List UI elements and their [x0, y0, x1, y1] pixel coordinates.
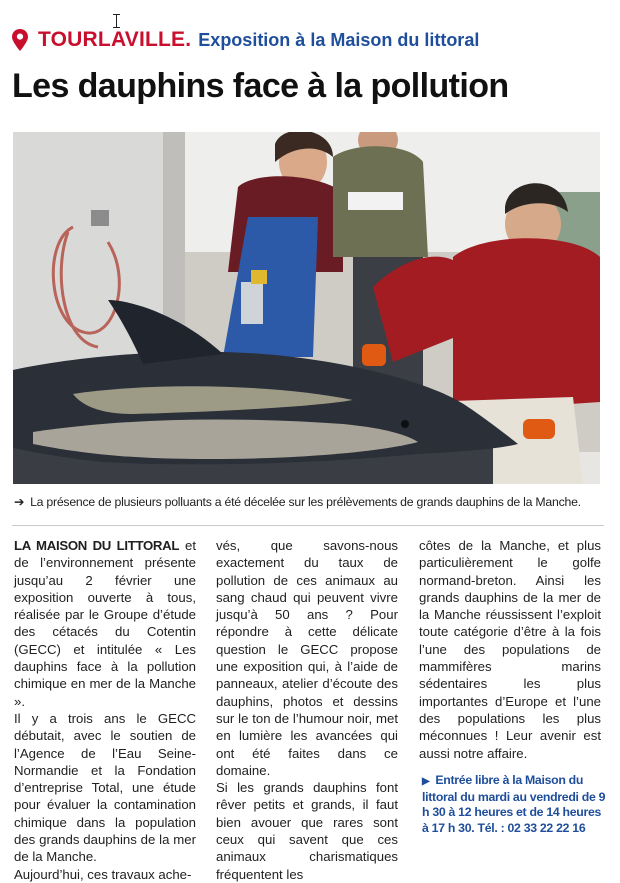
kicker-subtitle: Exposition à la Maison du littoral — [198, 29, 480, 50]
practical-info — [422, 773, 608, 836]
practical-info-text: Entrée libre à la Maison du littoral du mardi au vendredi de 9 h 30 à 12 heures et de 14 heures à 17 h 30. Tél. : 02 33 22 22 16 — [422, 773, 606, 835]
article-column-2 — [216, 537, 398, 883]
paragraph-3-start: Aujourd’hui, ces travaux ache- — [14, 866, 192, 882]
caption-text: La présence de plusieurs polluants a été décelée sur les prélèvements de grands dauphins de la Manche. — [30, 495, 581, 509]
map-pin-icon — [12, 29, 28, 51]
photo-caption — [14, 495, 604, 509]
paragraph-1: et de l’environnement présente jusqu’au 2 février une exposition ouverte à tous, réalisée par le Groupe d’étude des cétacés du Cotentin (GECC) et intitulée « Les dauphins face à la pollution chimique en mer de la Manche ». — [14, 538, 197, 709]
paragraph-4-start: Si les grands dauphins font rêver petits et grands, il faut bien avouer que rares sont ceux qui savent que ces animaux charismatiques fréquentent les — [216, 780, 398, 882]
headline: Les dauphins face à la pollution — [12, 67, 509, 105]
paragraph-4-cont: côtes de la Manche, et plus particulièrement le golfe normand-breton. Ainsi les grands dauphins de la mer de la Manche réussissent l’exploit toute catégorie d’être à la fois l’une des populations de mammifères marins sédentaires les plus importantes d’Europe et l’une des populations les plus méconnues ! Leur avenir est aussi notre affaire. — [419, 538, 601, 761]
paragraph-3-cont: vés, que savons-nous exactement du taux de pollution de ces animaux au sang chaud qui peuvent vivre jusqu’à 50 ans ? Pour répondre à cette délicate question le GECC propose une exposition qui, à l’aide de panneaux, atelier d’écoute des dauphins, photos et dessins sur le ton de l’humour noir, met en lumière les avancées qui ont été faites dans ce domaine. — [216, 538, 398, 778]
lead-text: LA MAISON DU LITTORAL — [14, 538, 180, 553]
article-column-1 — [14, 537, 196, 883]
kicker — [12, 26, 479, 54]
arrow-right-icon: ➔ — [14, 495, 25, 509]
divider — [12, 525, 604, 526]
article-photo — [13, 132, 600, 484]
paragraph-2: Il y a trois ans le GECC débutait, avec le soutien de l’Agence de l’Eau Seine-Normandie et la Fondation d’entreprise Total, une étude pour évaluer la contamination chimique dans la population des grands dauphins de la mer de la Manche. — [14, 710, 196, 865]
triangle-right-icon: ▶ — [422, 776, 430, 787]
article-column-3 — [419, 537, 601, 762]
city-label: TOURLAVILLE. — [38, 28, 192, 51]
